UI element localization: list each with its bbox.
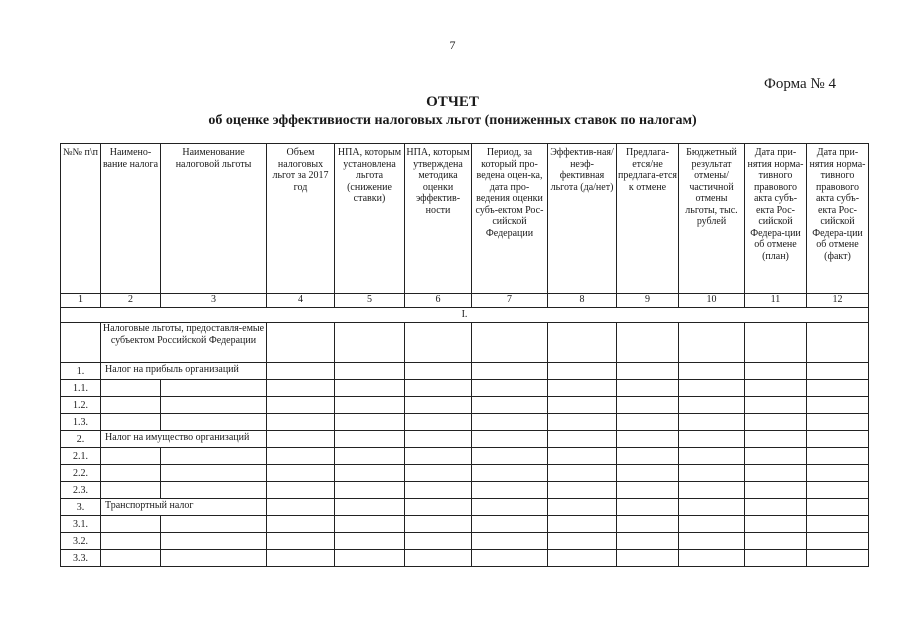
table-cell [472,533,548,550]
table-cell [679,533,745,550]
table-cell [807,323,869,363]
table-cell [745,397,807,414]
table-cell [617,431,679,448]
table-cell [548,323,617,363]
column-number: 7 [472,294,548,308]
table-cell [101,465,161,482]
column-header: НПА, которым установлена льгота (снижение ставки) [335,144,405,294]
row-number: 3.2. [61,533,101,550]
table-cell [745,465,807,482]
table-cell [267,431,335,448]
row-number: 1.1. [61,380,101,397]
column-number: 8 [548,294,617,308]
row-number: 1.2. [61,397,101,414]
table-cell [335,465,405,482]
table-cell [405,323,472,363]
row-number: 2.2. [61,465,101,482]
table-cell [161,516,267,533]
table-cell [267,397,335,414]
table-cell [267,516,335,533]
table-cell [745,414,807,431]
table-cell [548,363,617,380]
table-cell [101,516,161,533]
column-header: №№ п\п [61,144,101,294]
table-cell [807,516,869,533]
table-cell [679,363,745,380]
table-cell [617,516,679,533]
row-number: 3.3. [61,550,101,567]
table-cell [807,448,869,465]
table-cell [745,323,807,363]
table-cell [405,363,472,380]
table-cell [807,499,869,516]
table-cell [617,323,679,363]
table-cell [745,431,807,448]
table-cell [405,550,472,567]
table-row [61,397,869,414]
table-cell [267,482,335,499]
table-cell [161,448,267,465]
table-cell [617,414,679,431]
table-cell [807,482,869,499]
table-row [61,499,869,516]
table-cell [807,397,869,414]
row-number: 1. [61,363,101,380]
table-cell [267,465,335,482]
table-row [61,380,869,397]
table-cell [745,363,807,380]
page-number: 7 [449,38,456,52]
table-cell [679,380,745,397]
column-header: Бюджетный результат отмены/ частичной отмены льготы, тыс. рублей [679,144,745,294]
table-cell [472,516,548,533]
column-number: 6 [405,294,472,308]
table-cell [548,465,617,482]
table-cell [472,550,548,567]
tax-name: Налог на прибыль организаций [101,363,267,380]
table-cell [161,465,267,482]
table-cell [617,465,679,482]
tax-name: Налог на имущество организаций [101,431,267,448]
table-row [61,550,869,567]
table-cell [548,533,617,550]
table-cell [101,550,161,567]
column-header: Дата при-нятия норма-тивного правового акта субъ-екта Рос-сийской Федера-ции об отмене (план) [745,144,807,294]
table-cell [679,448,745,465]
table-cell [807,363,869,380]
table-cell [472,414,548,431]
table-cell [548,431,617,448]
column-number: 9 [617,294,679,308]
table-cell [617,499,679,516]
column-number: 5 [335,294,405,308]
table-cell [101,397,161,414]
table-cell [679,482,745,499]
table-cell [548,550,617,567]
table-cell [679,414,745,431]
table-row [61,431,869,448]
table-cell [61,323,101,363]
table-cell [617,533,679,550]
header-row [61,144,869,294]
table-cell [472,323,548,363]
column-number-row [61,294,869,308]
table-cell [548,414,617,431]
table-cell [405,482,472,499]
table-cell [335,448,405,465]
form-number: Форма № 4 [764,76,836,92]
column-number: 4 [267,294,335,308]
table-row [61,482,869,499]
table-cell [679,465,745,482]
column-header: Наименование налоговой льготы [161,144,267,294]
tax-name: Транспортный налог [101,499,267,516]
table-cell [807,550,869,567]
table-cell [472,499,548,516]
table-cell [161,533,267,550]
table-cell [679,397,745,414]
table-cell [405,431,472,448]
row-number: 3. [61,499,101,516]
table-cell [745,448,807,465]
table-cell [161,550,267,567]
table-row [61,465,869,482]
table-cell [617,363,679,380]
table-cell [745,533,807,550]
column-header: Объем налоговых льгот за 2017 год [267,144,335,294]
table-cell [101,448,161,465]
table-cell [472,448,548,465]
column-header: Наимено-вание налога [101,144,161,294]
group-row [61,323,869,363]
table-cell [548,516,617,533]
table-cell [472,431,548,448]
table-row [61,516,869,533]
table-cell [548,397,617,414]
table-cell [548,448,617,465]
table-cell [617,380,679,397]
table-cell [405,380,472,397]
table-cell [617,550,679,567]
table-cell [405,516,472,533]
table-cell [745,482,807,499]
group-label: Налоговые льготы, предоставля-емые субъектом Российской Федерации [101,323,267,363]
table-cell [101,414,161,431]
rows-body [61,363,869,567]
row-number: 1.3. [61,414,101,431]
table-cell [617,482,679,499]
table-cell [161,380,267,397]
column-number: 3 [161,294,267,308]
table-cell [679,323,745,363]
table-cell [405,414,472,431]
table-cell [267,414,335,431]
row-number: 2.3. [61,482,101,499]
column-header: Эффектив-ная/неэф-фективная льгота (да/нет) [548,144,617,294]
table-cell [745,516,807,533]
table-cell [267,550,335,567]
column-number: 11 [745,294,807,308]
table-cell [548,380,617,397]
table-cell [335,550,405,567]
table-cell [101,482,161,499]
section-label: I. [61,308,869,323]
table-cell [472,397,548,414]
table-cell [267,323,335,363]
table-cell [807,414,869,431]
column-number: 1 [61,294,101,308]
table-cell [335,397,405,414]
table-cell [472,363,548,380]
table-cell [745,380,807,397]
table-cell [161,414,267,431]
table-cell [267,380,335,397]
table-cell [472,380,548,397]
table-cell [335,380,405,397]
table-cell [807,533,869,550]
row-number: 3.1. [61,516,101,533]
table-cell [472,482,548,499]
table-cell [405,397,472,414]
table-cell [679,550,745,567]
table-cell [807,431,869,448]
table-cell [335,516,405,533]
table-cell [745,550,807,567]
table-cell [267,533,335,550]
table-cell [548,499,617,516]
table-cell [807,465,869,482]
table-cell [472,465,548,482]
table-cell [267,499,335,516]
column-number: 10 [679,294,745,308]
table-cell [807,380,869,397]
table-cell [617,397,679,414]
table-cell [617,448,679,465]
column-number: 12 [807,294,869,308]
row-number: 2.1. [61,448,101,465]
table-cell [679,499,745,516]
table-cell [679,516,745,533]
column-header: Период, за который про-ведена оцен-ка, дата про-ведения оценки субъ-ектом Рос-сийской Федерации [472,144,548,294]
table-cell [679,431,745,448]
table-row [61,448,869,465]
table-cell [405,533,472,550]
table-cell [335,363,405,380]
report-subtitle: об оценке эффективиости налоговых льгот (пониженных ставок по налогам) [208,113,697,128]
table-row [61,533,869,550]
table-cell [335,323,405,363]
table-cell [405,448,472,465]
table-cell [267,363,335,380]
table-cell [548,482,617,499]
table-cell [101,533,161,550]
report-title: ОТЧЕТ [426,94,479,110]
table-cell [101,380,161,397]
table-cell [335,499,405,516]
table-cell [335,482,405,499]
table-cell [161,482,267,499]
table-cell [161,397,267,414]
table-row [61,414,869,431]
table-cell [335,431,405,448]
column-header: Дата при-нятия норма-тивного правового акта субъ-екта Рос-сийской Федера-ции об отмене (факт) [807,144,869,294]
table-cell [267,448,335,465]
table-cell [335,414,405,431]
report-table [60,143,869,567]
table-cell [405,465,472,482]
column-header: Предлага-ется/не предлага-ется к отмене [617,144,679,294]
table-row [61,363,869,380]
column-number: 2 [101,294,161,308]
row-number: 2. [61,431,101,448]
section-row [61,308,869,323]
column-header: НПА, которым утверждена методика оценки эффектив-ности [405,144,472,294]
table-cell [745,499,807,516]
table-cell [335,533,405,550]
table-cell [405,499,472,516]
